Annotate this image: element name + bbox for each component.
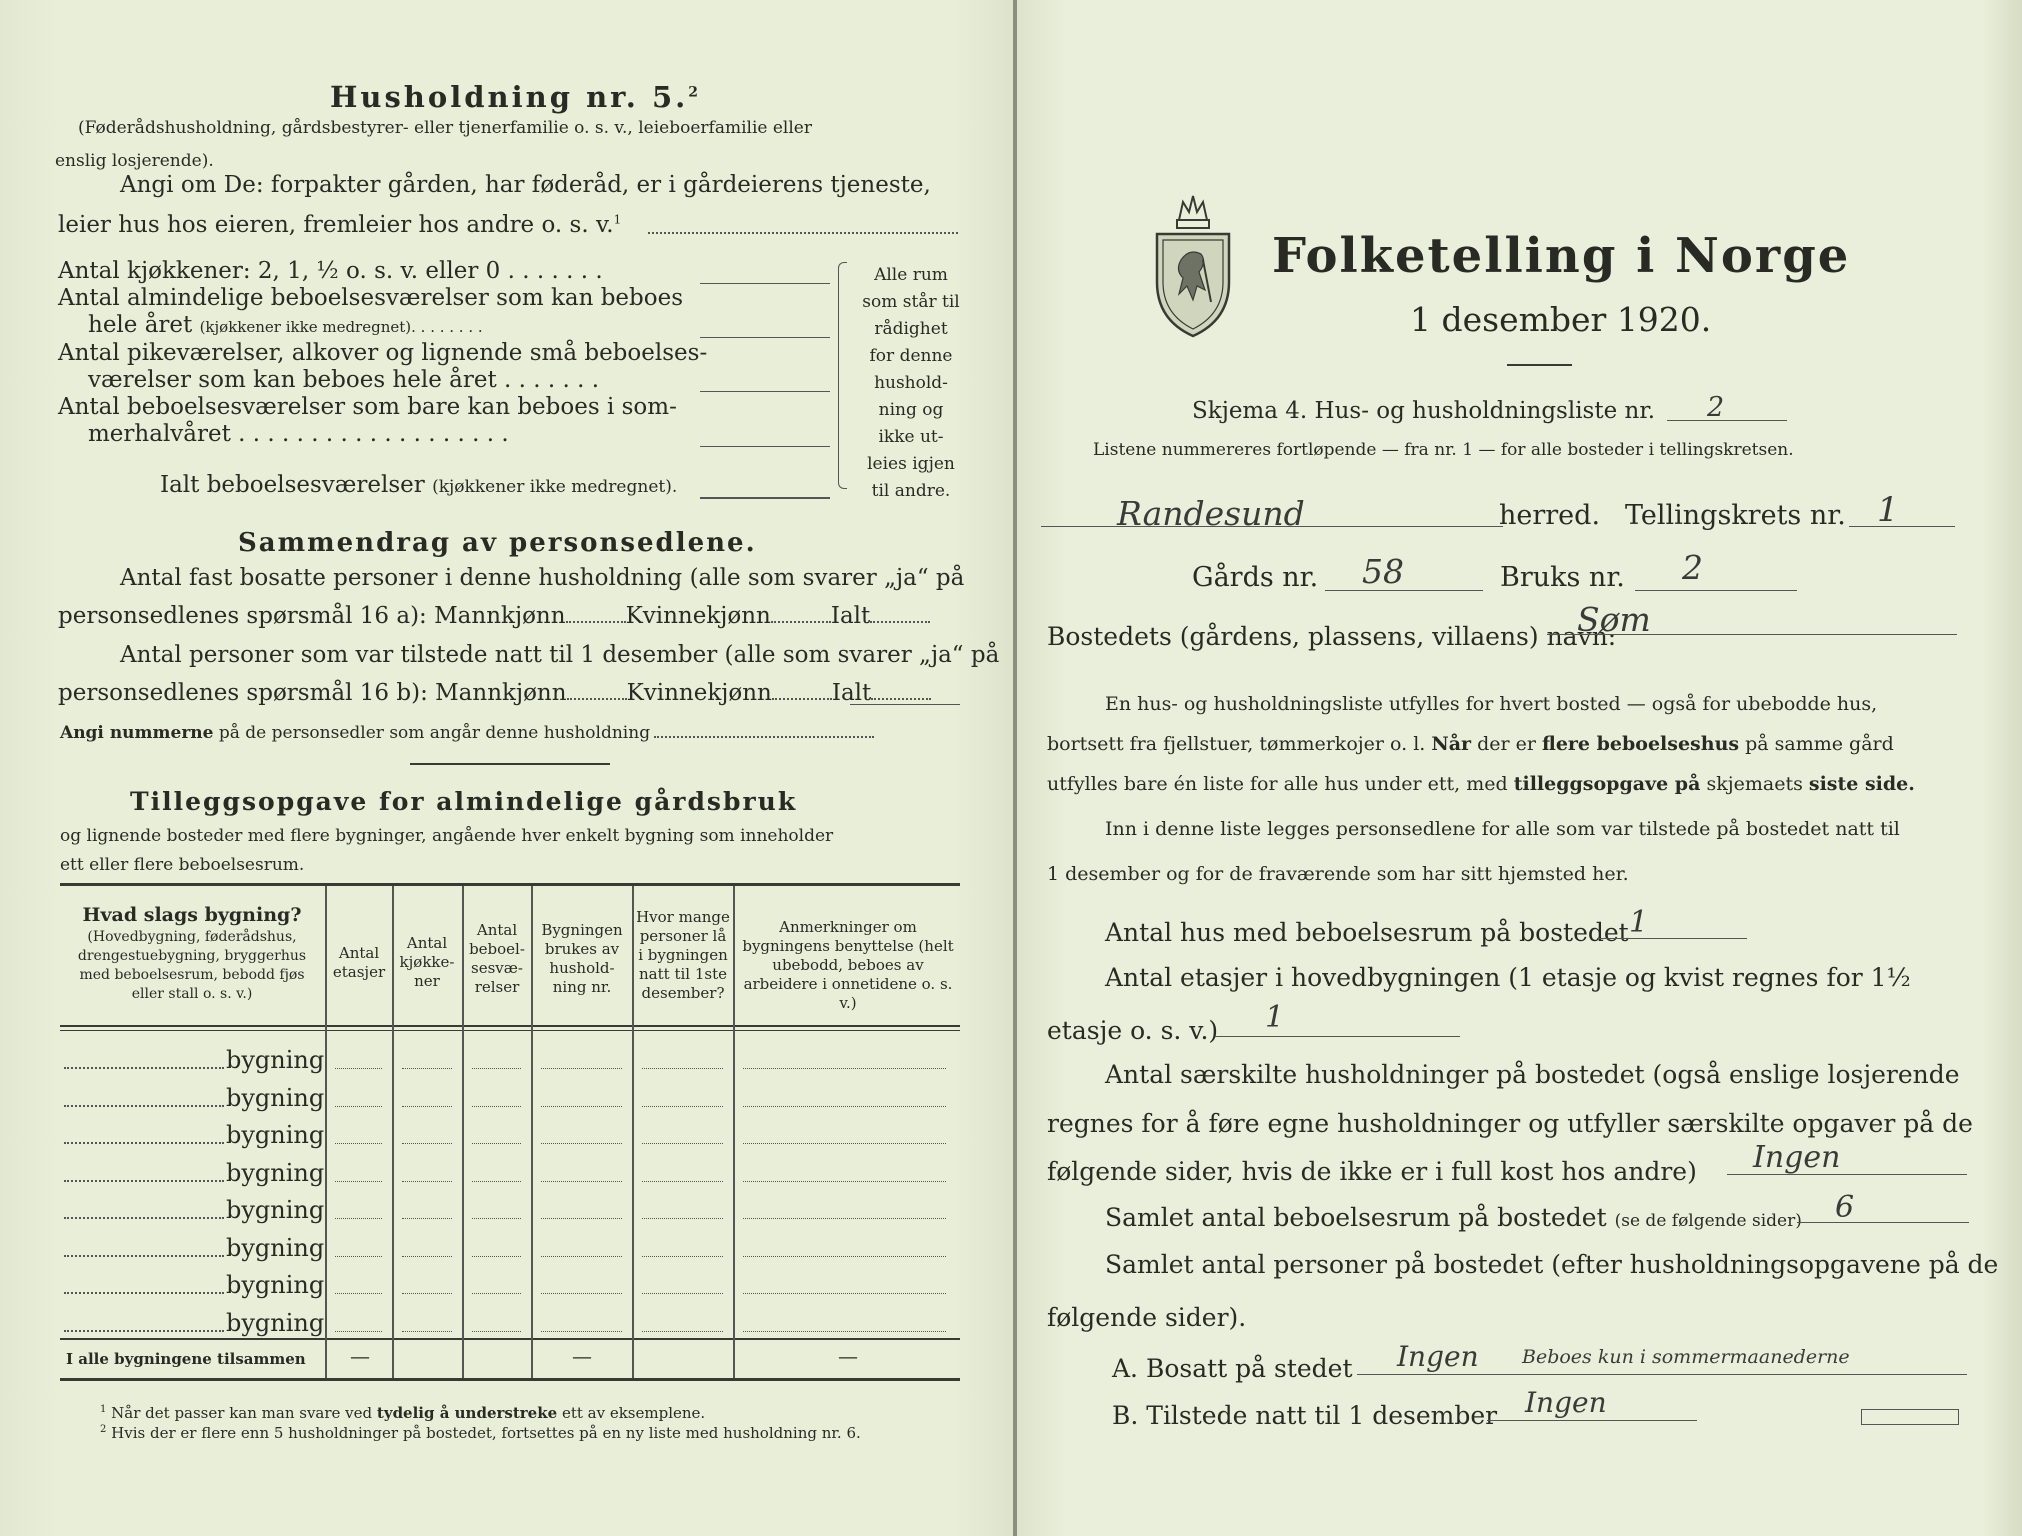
alm-label-2: hele året (kjøkkener ikke medregnet). . . . . . . .: [88, 312, 483, 338]
row-cell[interactable]: [402, 1143, 452, 1144]
listene-note: Listene nummereres fortløpende — fra nr. 1 — for alle bosteder i tellingskretsen.: [1093, 440, 1794, 460]
q-hush-line-3: følgende sider, hvis de ikke er i full kost hos andre): [1047, 1157, 1697, 1186]
row-cell[interactable]: [541, 1106, 622, 1107]
kjokkener-answer[interactable]: [700, 283, 830, 284]
row-cell[interactable]: [335, 1256, 382, 1257]
row-label: bygning: [226, 1083, 325, 1112]
ialt-answer[interactable]: [700, 497, 830, 499]
col-divider: [462, 886, 464, 1378]
table-header-etasjer: Antal etasjer: [332, 944, 386, 981]
tellingskrets-answer-line[interactable]: [1849, 526, 1955, 527]
herred-value: Randesund: [1117, 494, 1305, 533]
a-label: A. Bosatt på stedet: [1112, 1354, 1353, 1383]
table-header-kjokkener: Antal kjøkke-ner: [399, 934, 455, 990]
col-divider: [392, 886, 394, 1378]
total-dash: —: [572, 1344, 592, 1368]
info-line-2: bortsett fra fjellstuer, tømmerkojer o. l. Når der er flere beboelseshus på samme gård: [1047, 733, 1894, 755]
s2-line-1: Antal personer som var tilstede natt til 1 desember (alle som svarer „ja“ på: [120, 642, 1000, 668]
row-cell[interactable]: [541, 1181, 622, 1182]
bostedets-label: Bostedets (gårdens, plassens, villaens) navn:: [1047, 622, 1617, 651]
q-hush-value: Ingen: [1753, 1140, 1841, 1175]
tillegg-title: Tilleggsopgave for almindelige gårdsbruk: [130, 787, 798, 816]
sammendrag-title: Sammendrag av personsedlene.: [238, 528, 757, 558]
q-hus-answer-line[interactable]: [1597, 938, 1747, 939]
row-cell[interactable]: [541, 1218, 622, 1219]
b-answer-line[interactable]: [1487, 1420, 1697, 1421]
row-cell[interactable]: [541, 1068, 622, 1069]
tillegg-line-2: ett eller flere beboelsesrum.: [60, 855, 305, 875]
angi-line-2: leier hus hos eieren, fremleier hos andre o. s. v.$^1$: [58, 212, 622, 238]
row-cell[interactable]: [642, 1256, 723, 1257]
bostedets-value: Søm: [1577, 600, 1651, 639]
row-label: bygning: [226, 1271, 325, 1299]
row-cell[interactable]: [541, 1256, 622, 1257]
row-cell[interactable]: [743, 1106, 946, 1107]
table-header-rule: [60, 1025, 960, 1027]
total-dash: —: [838, 1344, 858, 1368]
skjema-value: 2: [1707, 392, 1725, 423]
table-header-personer: Hvor mange personer lå i bygningen natt til 1ste desember?: [636, 908, 730, 1002]
row-cell[interactable]: [472, 1256, 521, 1257]
q-etasjer-value: 1: [1265, 1000, 1285, 1035]
row-label: bygning: [226, 1046, 325, 1074]
gards-value: 58: [1362, 552, 1404, 591]
angi-nummerne: Angi nummerne på de personsedler som angår denne husholdning: [60, 723, 874, 743]
q-etasjer-answer-line[interactable]: [1215, 1036, 1460, 1037]
row-cell[interactable]: [402, 1256, 452, 1257]
col-divider: [733, 886, 735, 1378]
row-label: bygning: [226, 1233, 325, 1262]
sommer-label-1: Antal beboelsesværelser som bare kan beboes i som-: [58, 394, 677, 420]
s2-ialt-double: [850, 704, 960, 705]
info-line-5: 1 desember og for de fraværende som har sitt hjemsted her.: [1047, 863, 1629, 885]
footnote-1: $^1$ Når det passer kan man svare ved tydelig å understreke ett av eksemplene.: [100, 1404, 706, 1422]
row-cell[interactable]: [402, 1331, 452, 1332]
row-answer-line[interactable]: [64, 1142, 224, 1144]
coat-of-arms-icon: [1149, 190, 1237, 340]
table-top-rule: [60, 883, 960, 886]
angi-answer-line[interactable]: [648, 232, 958, 234]
row-cell[interactable]: [743, 1143, 946, 1144]
row-cell[interactable]: [743, 1068, 946, 1069]
row-cell[interactable]: [541, 1331, 622, 1332]
gards-label: Gårds nr.: [1192, 562, 1319, 593]
b-label: B. Tilstede natt til 1 desember: [1112, 1401, 1498, 1430]
row-cell[interactable]: [642, 1181, 723, 1182]
row-cell[interactable]: [335, 1293, 382, 1294]
row-label: bygning: [226, 1158, 325, 1187]
row-cell[interactable]: [335, 1106, 382, 1107]
q-hus-label: Antal hus med beboelsesrum på bostedet: [1105, 918, 1629, 947]
alm-answer[interactable]: [700, 337, 830, 338]
info-line-3: utfylles bare én liste for alle hus under ett, med tilleggsopgave på skjemaets siste side.: [1047, 773, 1915, 795]
row-cell[interactable]: [335, 1143, 382, 1144]
row-cell[interactable]: [472, 1068, 521, 1069]
bruks-value: 2: [1682, 548, 1703, 587]
info-line-1: En hus- og husholdningsliste utfylles for hvert bosted — også for ubebodde hus,: [1105, 693, 1878, 715]
q-hush-line-1: Antal særskilte husholdninger på bostedet (også enslige losjerende: [1105, 1060, 1960, 1089]
tillegg-line-1: og lignende bosteder med flere bygninger, angående hver enkelt bygning som inneholder: [60, 826, 834, 846]
right-page: [1017, 0, 2022, 1536]
row-cell[interactable]: [472, 1331, 521, 1332]
census-date: 1 desember 1920.: [1410, 300, 1712, 339]
household-subtitle-2: enslig losjerende).: [55, 151, 214, 171]
side-note: Alle rum som står til rådighet for denne hushold- ning og ikke ut- leies igjen til andre.: [862, 265, 960, 501]
herred-label: herred.: [1499, 500, 1601, 531]
row-cell[interactable]: [743, 1293, 946, 1294]
col-divider: [325, 886, 327, 1378]
row-cell[interactable]: [472, 1293, 521, 1294]
table-header-building: Hvad slags bygning? (Hovedbygning, føderådshus, drengestuebygning, bryggerhus med beboelsesrum, bebodd fjøs eller stall o. s. v.): [77, 904, 307, 1002]
bruks-label: Bruks nr.: [1500, 562, 1625, 593]
row-cell[interactable]: [642, 1293, 723, 1294]
row-answer-line[interactable]: [64, 1255, 224, 1257]
skjema-label: Skjema 4. Hus- og husholdningsliste nr.: [1192, 398, 1656, 424]
row-cell[interactable]: [642, 1218, 723, 1219]
ialt-label: Ialt beboelsesværelser (kjøkkener ikke medregnet).: [160, 472, 678, 498]
table-header-husholdning: Bygningen brukes av hushold-ning nr.: [541, 921, 623, 996]
row-cell[interactable]: [402, 1293, 452, 1294]
table-header-rule-2: [60, 1030, 960, 1031]
row-answer-line[interactable]: [64, 1105, 224, 1107]
angi-line-1: Angi om De: forpakter gården, har føderåd, er i gårdeierens tjeneste,: [120, 172, 931, 198]
row-label: bygning: [226, 1308, 325, 1337]
b-value: Ingen: [1525, 1386, 1607, 1419]
tellingskrets-value: 1: [1877, 490, 1899, 530]
row-cell[interactable]: [402, 1106, 452, 1107]
footnote-2: $^2$ Hvis der er flere enn 5 husholdninger på bostedet, fortsettes på en ny liste med husholdning nr. 6.: [100, 1424, 861, 1442]
s2-line-2: personsedlenes spørsmål 16 b): Mannkjønn Kvinnekjønn Ialt: [58, 680, 931, 706]
tellingskrets-label: Tellingskrets nr.: [1625, 500, 1846, 531]
printer-stamp: [1861, 1409, 1959, 1425]
total-dash: —: [350, 1344, 370, 1368]
total-row-label: I alle bygningene tilsammen: [66, 1350, 306, 1368]
s1-line-2: personsedlenes spørsmål 16 a): Mannkjønn Kvinnekjønn Ialt: [58, 603, 930, 629]
q-pers-line-1: Samlet antal personer på bostedet (efter husholdningsopgavene på de: [1105, 1250, 1999, 1279]
row-cell[interactable]: [335, 1331, 382, 1332]
title-divider: [1507, 364, 1572, 366]
q-etasjer-line-1: Antal etasjer i hovedbygningen (1 etasje og kvist regnes for 1½: [1105, 963, 1911, 992]
a-value: Ingen: [1397, 1340, 1479, 1373]
row-label: bygning: [226, 1121, 325, 1149]
table-bottom-rule: [60, 1378, 960, 1381]
pike-label-1: Antal pikeværelser, alkover og lignende små beboelses-: [58, 340, 708, 366]
row-cell[interactable]: [335, 1218, 382, 1219]
household-subtitle: (Føderådshusholdning, gårdsbestyrer- eller tjenerfamilie o. s. v., leieboerfamilie eller: [78, 118, 812, 138]
alm-label-1: Antal almindelige beboelsesværelser som kan beboes: [58, 285, 684, 311]
q-rum-value: 6: [1835, 1190, 1855, 1225]
gards-answer-line[interactable]: [1325, 590, 1483, 591]
s1-line-1: Antal fast bosatte personer i denne husholdning (alle som svarer „ja“ på: [120, 565, 965, 591]
col-divider: [531, 886, 533, 1378]
q-rum-label: Samlet antal beboelsesrum på bostedet (se de følgende sider): [1105, 1203, 1802, 1232]
section-divider: [410, 763, 610, 765]
q-pers-line-2: følgende sider).: [1047, 1303, 1247, 1332]
q-rum-answer-line[interactable]: [1797, 1222, 1969, 1223]
pike-answer[interactable]: [700, 391, 830, 392]
sommer-answer[interactable]: [700, 446, 830, 447]
row-answer-line[interactable]: [64, 1330, 224, 1332]
q-hus-value: 1: [1629, 905, 1649, 940]
row-cell[interactable]: [743, 1218, 946, 1219]
info-line-4: Inn i denne liste legges personsedlene for alle som var tilstede på bostedet natt til: [1105, 818, 1900, 840]
bruks-answer-line[interactable]: [1635, 590, 1797, 591]
row-answer-line[interactable]: [64, 1067, 224, 1069]
row-cell[interactable]: [472, 1106, 521, 1107]
q-hush-line-2: regnes for å føre egne husholdninger og utfyller særskilte opgaver på de: [1047, 1109, 1973, 1138]
row-cell[interactable]: [642, 1331, 723, 1332]
row-cell[interactable]: [402, 1218, 452, 1219]
row-cell[interactable]: [402, 1068, 452, 1069]
row-cell[interactable]: [335, 1181, 382, 1182]
row-cell[interactable]: [642, 1106, 723, 1107]
row-cell[interactable]: [642, 1068, 723, 1069]
side-brace: [838, 262, 847, 489]
row-cell[interactable]: [642, 1143, 723, 1144]
census-title: Folketelling i Norge: [1272, 228, 1851, 284]
row-cell[interactable]: [743, 1331, 946, 1332]
row-cell[interactable]: [743, 1181, 946, 1182]
table-header-anmerkninger: Anmerkninger om bygningens benyttelse (helt ubebodd, beboes av arbeidere i onnetidene o. s. v.): [742, 918, 954, 1012]
a-note: Beboes kun i sommermaanederne: [1522, 1346, 1850, 1368]
col-divider: [632, 886, 634, 1378]
row-cell[interactable]: [743, 1256, 946, 1257]
row-cell[interactable]: [472, 1181, 521, 1182]
pike-label-2: værelser som kan beboes hele året . . . . . . .: [88, 367, 600, 393]
row-answer-line[interactable]: [64, 1217, 224, 1219]
row-cell[interactable]: [472, 1218, 521, 1219]
row-cell[interactable]: [335, 1068, 382, 1069]
row-cell[interactable]: [472, 1143, 521, 1144]
row-cell[interactable]: [541, 1143, 622, 1144]
row-label: bygning: [226, 1196, 325, 1224]
table-total-rule: [60, 1338, 960, 1340]
row-answer-line[interactable]: [64, 1292, 224, 1294]
household-title: Husholdning nr. 5.$^2$: [330, 80, 702, 114]
q-etasjer-line-2: etasje o. s. v.): [1047, 1016, 1219, 1045]
kjokkener-label: Antal kjøkkener: 2, 1, ½ o. s. v. eller 0 . . . . . . .: [58, 258, 603, 284]
table-header-beboelse: Antal beboel-sesvæ-relser: [469, 921, 525, 996]
a-answer-line[interactable]: [1357, 1374, 1967, 1375]
row-answer-line[interactable]: [64, 1180, 224, 1182]
skjema-answer-line[interactable]: [1667, 420, 1787, 421]
row-cell[interactable]: [541, 1293, 622, 1294]
row-cell[interactable]: [402, 1181, 452, 1182]
sommer-label-2: merhalvåret . . . . . . . . . . . . . . . . . . .: [88, 421, 509, 447]
